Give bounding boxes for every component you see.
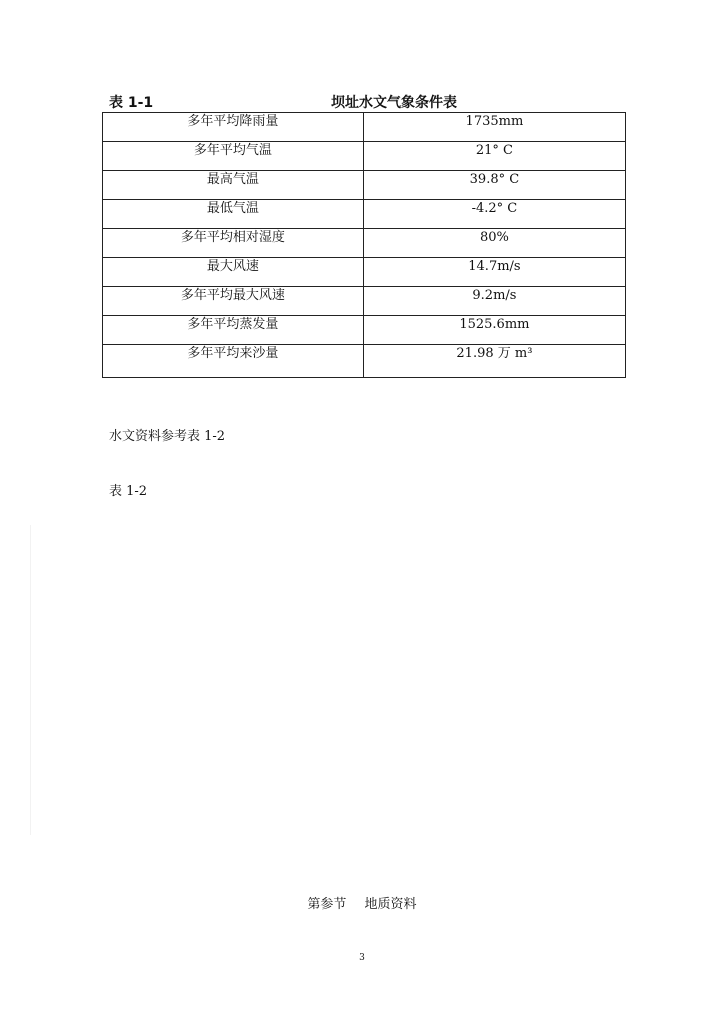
param-cell: 多年平均蒸发量 (103, 316, 364, 345)
param-cell: 多年平均相对湿度 (103, 229, 364, 258)
table-row (103, 171, 626, 200)
param-cell: 多年平均最大风速 (103, 287, 364, 316)
scan-edge-divider (30, 525, 31, 835)
value-cell: 21.98 万 m³ (363, 345, 625, 378)
table-row (103, 113, 626, 142)
table-label: 表 1-1 (109, 95, 154, 111)
param-cell: 多年平均降雨量 (103, 113, 364, 142)
reference-paragraph: 水文资料参考表 1-2 (109, 429, 226, 444)
param-cell: 多年平均来沙量 (103, 345, 364, 378)
value-cell: 21° C (363, 142, 625, 171)
table-row (103, 258, 626, 287)
param-cell: 最高气温 (103, 171, 364, 200)
value-cell: 1525.6mm (363, 316, 625, 345)
table-title: 坝址水文气象条件表 (331, 95, 457, 111)
section-heading: 第参节 地质资料 (307, 897, 417, 912)
param-cell: 多年平均气温 (103, 142, 364, 171)
value-cell: 1735mm (363, 113, 625, 142)
hydro-meteorological-table (102, 112, 626, 378)
value-cell: 9.2m/s (363, 287, 625, 316)
table-row (103, 287, 626, 316)
table-row (103, 200, 626, 229)
param-cell: 最低气温 (103, 200, 364, 229)
value-cell: 80% (363, 229, 625, 258)
value-cell: 14.7m/s (363, 258, 625, 287)
value-cell: 39.8° C (363, 171, 625, 200)
param-cell: 最大风速 (103, 258, 364, 287)
table-row (103, 142, 626, 171)
table-row (103, 229, 626, 258)
table2-label: 表 1-2 (109, 484, 148, 499)
page-number: 3 (359, 953, 365, 963)
table-row (103, 316, 626, 345)
table-row (103, 345, 626, 378)
value-cell: -4.2° C (363, 200, 625, 229)
table-caption (109, 92, 625, 112)
